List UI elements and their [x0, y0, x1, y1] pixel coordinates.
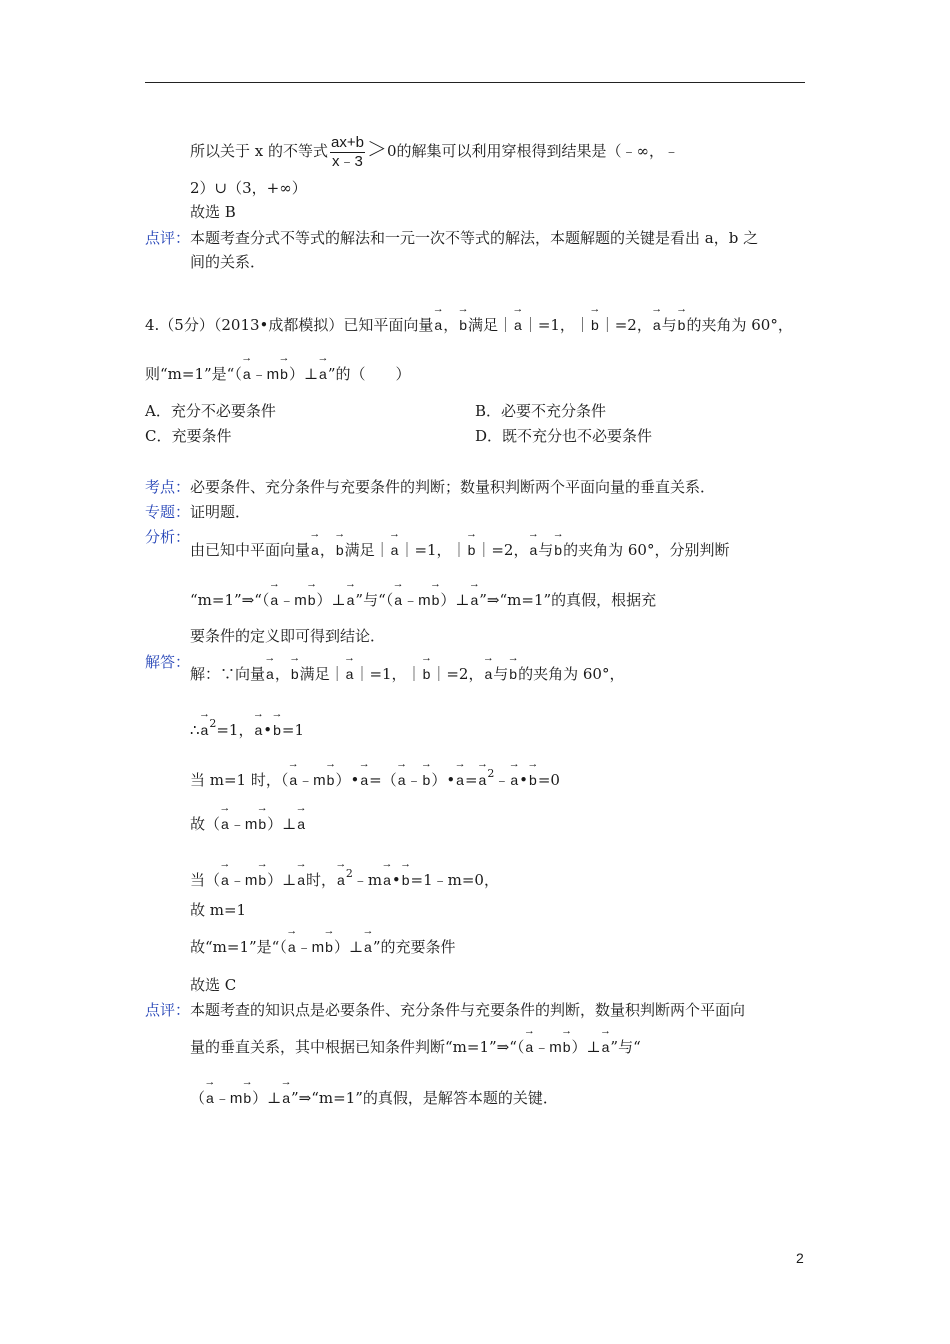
comment-line	[145, 1000, 745, 1020]
analysis-line	[190, 540, 729, 560]
text: （	[190, 1089, 206, 1107]
dot-operator: •	[391, 871, 401, 889]
text: ）⊥	[571, 1038, 601, 1056]
text: 0的解集可以利用穿根得到结果是（﹣∞，﹣	[386, 142, 679, 160]
vector-b: → b	[677, 315, 687, 335]
label-jieda: 解答：	[145, 653, 191, 671]
vector-b: → b	[324, 937, 334, 957]
text: ，	[443, 316, 459, 334]
zhuanti-line	[145, 502, 250, 522]
vector-a: → a	[397, 770, 407, 790]
analysis-line	[190, 626, 385, 646]
vector-a: → a	[509, 770, 519, 790]
text: A．充分不必要条件	[145, 402, 276, 420]
fraction	[330, 134, 365, 171]
superscript: 2	[345, 867, 353, 880]
vector-b: → b	[528, 770, 538, 790]
text: 满足｜	[299, 665, 345, 683]
vector-b: → b	[590, 315, 600, 335]
fraction-denominator: x﹣3	[332, 152, 363, 170]
text: 当（	[190, 871, 221, 889]
text: ﹣m	[403, 592, 431, 609]
text-line	[190, 252, 265, 272]
solution-line	[190, 714, 304, 740]
vector-b: → b	[401, 870, 411, 890]
text: 则“m=1”是“（	[145, 365, 242, 383]
comment-line	[190, 1037, 641, 1058]
text: ”与“	[610, 1038, 641, 1056]
vector-a: → a	[528, 540, 538, 560]
text: ﹣	[406, 772, 422, 789]
label-kaodian: 考点：	[145, 478, 191, 496]
vector-b: → b	[307, 590, 317, 610]
text: 与	[661, 316, 677, 334]
text: ）•	[335, 771, 360, 789]
text: 证明题．	[190, 503, 251, 521]
vector-b: → b	[242, 1088, 252, 1108]
analysis-line	[190, 590, 656, 611]
vector-a: → a	[433, 315, 443, 335]
vector-b: → b	[290, 664, 300, 684]
text: =1﹣m=0，	[410, 871, 499, 889]
text: 由已知中平面向量	[190, 541, 311, 559]
text: ）⊥	[288, 365, 319, 383]
vector-a: → a	[242, 364, 252, 384]
text: 要条件的定义即可得到结论．	[190, 627, 386, 645]
text: ）⊥	[316, 591, 346, 609]
vector-a: → a	[478, 770, 488, 790]
vector-a: → a	[200, 720, 210, 740]
text: ，	[274, 665, 290, 683]
question-line	[145, 364, 411, 385]
vector-a: → a	[220, 870, 230, 890]
vector-a: → a	[281, 1088, 291, 1108]
option-b	[475, 401, 606, 421]
text: ）⊥	[267, 815, 297, 833]
vector-a: → a	[601, 1037, 611, 1057]
text: C．充要条件	[145, 427, 232, 445]
text-line	[190, 178, 307, 198]
vector-a: → a	[455, 770, 465, 790]
text: ｜=2，	[476, 541, 529, 559]
page-number: 2	[796, 1250, 804, 1266]
text-line	[190, 202, 236, 222]
text: ﹣m	[251, 366, 280, 383]
solution-line	[190, 864, 499, 891]
vector-a: → a	[253, 720, 263, 740]
vector-a: → a	[205, 1088, 215, 1108]
text: 4.（5分）（2013•成都模拟）已知平面向量	[145, 316, 434, 334]
vector-a: → a	[363, 937, 373, 957]
vector-a: → a	[345, 664, 355, 684]
vector-a: → a	[393, 590, 403, 610]
text: ”与“（	[355, 591, 394, 609]
text: D．既不充分也不必要条件	[475, 427, 653, 445]
text: ∴	[190, 721, 200, 739]
solution-line	[190, 664, 624, 684]
text: ｜=2，	[599, 316, 652, 334]
vector-a: → a	[390, 540, 400, 560]
text: 2）∪（3，+∞）	[190, 179, 307, 197]
text: 与	[538, 541, 554, 559]
kaodian-line	[145, 477, 715, 497]
comment-line	[145, 228, 758, 248]
superscript: 2	[487, 767, 495, 780]
dot-operator: •	[263, 721, 273, 739]
text: 故 m=1	[190, 901, 247, 919]
text: 满足｜	[468, 316, 514, 334]
solution-line	[190, 814, 306, 835]
text: 的夹角为 60°，分别判断	[563, 541, 730, 559]
text: ｜=1，｜	[399, 541, 467, 559]
text: 的夹角为 60°，	[686, 316, 793, 334]
vector-b: → b	[553, 540, 563, 560]
text: 间的关系．	[190, 253, 266, 271]
vector-b: → b	[257, 870, 267, 890]
option-a	[145, 401, 276, 421]
vector-a: → a	[296, 870, 306, 890]
vector-a: → a	[310, 540, 320, 560]
text: ｜=1，｜	[522, 316, 590, 334]
vector-a: → a	[318, 364, 328, 384]
text: 解：∵向量	[190, 665, 266, 683]
text: ﹣	[494, 771, 510, 789]
solution-line	[190, 764, 560, 791]
solution-line	[190, 900, 246, 920]
vector-b: → b	[562, 1037, 572, 1057]
text: ”的（ ）	[327, 365, 411, 383]
text: =1	[281, 721, 305, 739]
text: =	[464, 771, 478, 789]
text: ﹣m	[214, 1090, 243, 1107]
header-rule	[145, 82, 805, 83]
text: 必要条件、充分条件与充要条件的判断；数量积判断两个平面向量的垂直关系．	[190, 478, 716, 496]
text: 的夹角为 60°，	[518, 665, 625, 683]
dot-operator: •	[519, 771, 529, 789]
text: ）⊥	[252, 1089, 282, 1107]
text: ﹣m	[229, 872, 258, 889]
vector-a: → a	[652, 315, 662, 335]
vector-b: → b	[422, 770, 432, 790]
text: 本题考查的知识点是必要条件、充分条件与充要条件的判断，数量积判断两个平面向	[190, 1001, 746, 1019]
fraction-numerator: ax+b	[331, 133, 364, 151]
vector-a: → a	[287, 937, 297, 957]
text: ﹣m	[534, 1039, 562, 1056]
text: ”的充要条件	[372, 938, 456, 956]
vector-a: → a	[265, 664, 275, 684]
text: 当 m=1 时，（	[190, 771, 289, 789]
text: ｜=2，	[431, 665, 484, 683]
text: ）•	[431, 771, 456, 789]
vector-b: → b	[508, 664, 518, 684]
vector-a: → a	[469, 590, 479, 610]
text: ”⇒“m=1”的真假，根据充	[479, 591, 657, 609]
vector-a: → a	[296, 814, 306, 834]
text: 与	[493, 665, 509, 683]
text: ﹣m	[296, 939, 325, 956]
option-d	[475, 426, 652, 446]
vector-b: → b	[279, 364, 289, 384]
label-dianping: 点评：	[145, 229, 191, 247]
label-fenxi: 分析：	[145, 528, 191, 546]
text: =1，	[216, 721, 254, 739]
vector-b: → b	[458, 315, 468, 335]
vector-b: → b	[431, 590, 441, 610]
vector-b: → b	[326, 770, 336, 790]
text: 满足｜	[344, 541, 390, 559]
vector-a: → a	[346, 590, 356, 610]
label-zhuanti: 专题：	[145, 503, 191, 521]
text: 故选 B	[190, 203, 236, 221]
text: ）⊥	[440, 591, 470, 609]
text: =0	[537, 771, 560, 789]
vector-a: → a	[382, 870, 392, 890]
text: 量的垂直关系，其中根据已知条件判断“m=1”⇒“（	[190, 1038, 525, 1056]
vector-b: → b	[272, 720, 282, 740]
text: ﹣m	[229, 816, 258, 833]
text: 故（	[190, 815, 221, 833]
text: 故选 C	[190, 976, 237, 994]
text: 本题考查分式不等式的解法和一元一次不等式的解法，本题解题的关键是看出 a，b 之	[190, 229, 759, 247]
vector-a: → a	[336, 870, 346, 890]
label-dianping: 点评：	[145, 1001, 191, 1019]
option-c	[145, 426, 231, 446]
vector-b: → b	[422, 664, 432, 684]
solution-line	[190, 975, 236, 995]
solution-line	[190, 937, 456, 958]
text: B．必要不充分条件	[475, 402, 607, 420]
vector-a: → a	[513, 315, 523, 335]
vector-a: → a	[359, 770, 369, 790]
question-line	[145, 315, 793, 335]
text: 所以关于 x 的不等式	[190, 142, 328, 160]
text: ｜=1，｜	[354, 665, 422, 683]
text: 时，	[306, 871, 337, 889]
superscript: 2	[209, 717, 217, 730]
vector-a: → a	[269, 590, 279, 610]
text: “m=1”⇒“（	[190, 591, 270, 609]
text: ）⊥	[333, 938, 364, 956]
text: ﹣m	[279, 592, 307, 609]
vector-a: → a	[524, 1037, 534, 1057]
text: ）⊥	[267, 871, 297, 889]
greater-than-symbol: ＞	[366, 139, 387, 161]
text: 故“m=1”是“（	[190, 938, 287, 956]
text: ，	[319, 541, 335, 559]
vector-a: → a	[483, 664, 493, 684]
vector-b: → b	[467, 540, 477, 560]
vector-b: → b	[257, 814, 267, 834]
text-line	[190, 132, 679, 171]
text: ﹣m	[352, 871, 383, 889]
vector-a: → a	[288, 770, 298, 790]
text: =（	[369, 771, 397, 789]
vector-a: → a	[220, 814, 230, 834]
vector-b: → b	[335, 540, 345, 560]
comment-line	[190, 1088, 558, 1109]
text: ”⇒“m=1”的真假，是解答本题的关键．	[291, 1089, 558, 1107]
text: ﹣m	[298, 772, 326, 789]
